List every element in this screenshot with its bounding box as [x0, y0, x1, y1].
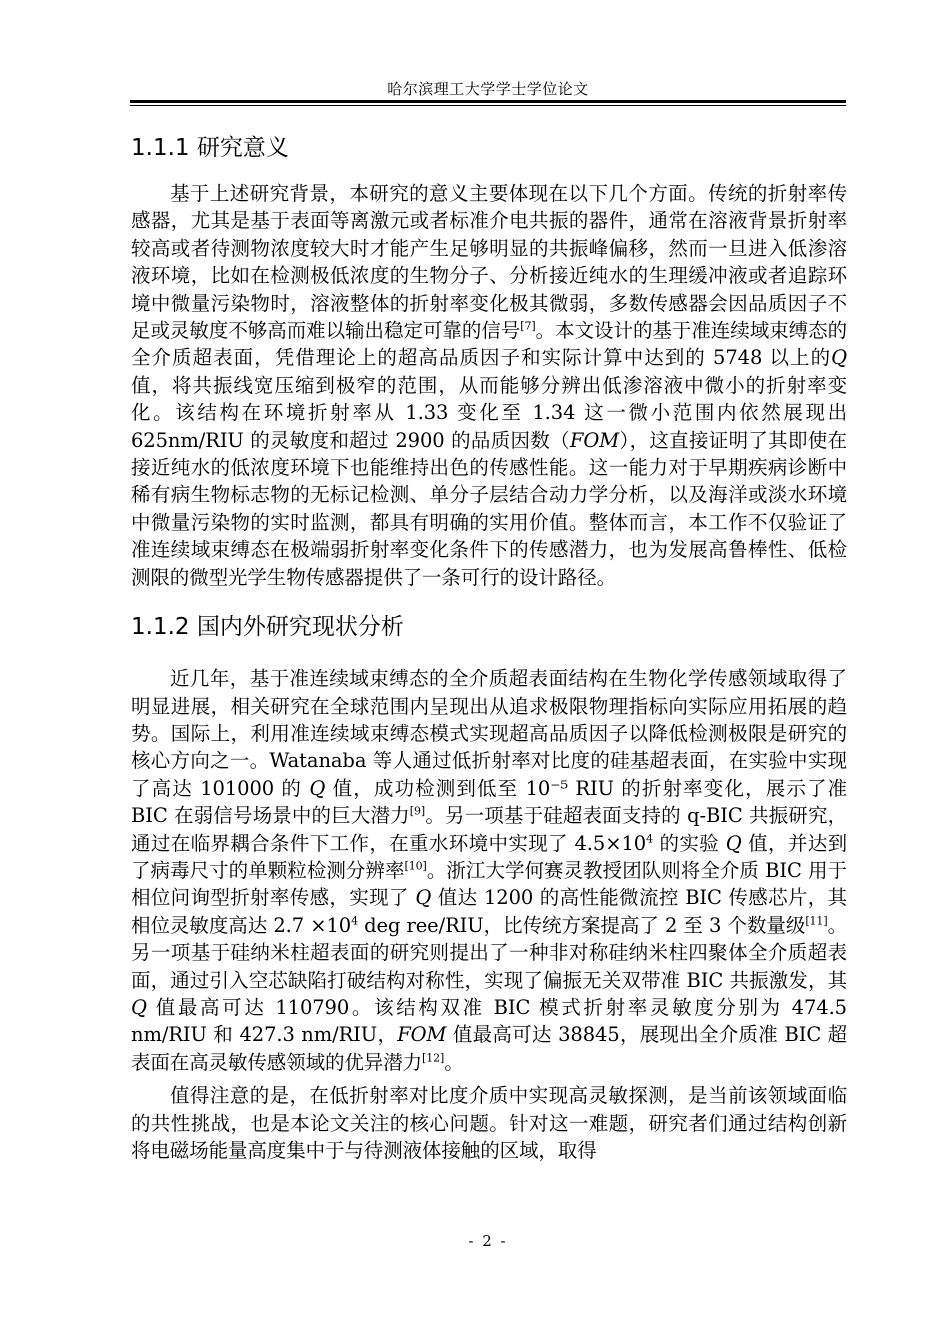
- text-run: 的实验: [652, 831, 726, 855]
- superscript: [9]: [409, 804, 426, 818]
- superscript: [7]: [520, 319, 536, 333]
- text-run: 。另一项基于硅纳米柱超表面的研究则提出了一种非对称硅纳米柱四聚体全介质超表面，通过引入空芯缺陷打破结构对称性，实现了偏振无关双带准 BIC 共振激发，其: [131, 913, 847, 992]
- text-run: 。浙江大学何赛灵教授团队则将全介质 BIC 用于相位问询型折射率传感，实现了: [131, 858, 848, 910]
- section-heading-1-1-2: 1.1.2 国内外研究现状分析: [131, 614, 404, 641]
- text-run: 。: [444, 1050, 464, 1074]
- page-body: [131, 128, 847, 1164]
- text-run: deg ree/RIU，比传统方案提高了 2 至 3 个数量级: [358, 913, 806, 937]
- text-run: 基于上述研究背景，本研究的意义主要体现在以下几个方面。传统的折射率传感器，尤其是基于表面等离激元或者标准介电共振的器件，通常在溶液背景折射率较高或者待测物浓度较大时才能产生足够明显的共振峰偏移，然而一旦进入低渗溶液环境，比如在检测极低浓度的生物分子、分析接近纯水的生理缓冲液或者追踪环境中微量污染物时，溶液整体的折射率变化极其微弱，多数传感器会因品质因子不足或灵敏度不够高而难以输出稳定可靠的信号: [131, 182, 847, 343]
- text-run: 。另一项基于硅超表面支持的 q-BIC 共振研究，通过在临界耦合条件下工作，在重水环境中实现了 4.5×10: [131, 804, 847, 855]
- section-1-1-1-body: [131, 180, 847, 591]
- text-run: 值最高可达 110790。该结构双准 BIC 模式折射率灵敏度分别为 474.5 nm/RIU 和 427.3 nm/RIU，: [131, 995, 847, 1047]
- italic-symbol: Q: [725, 831, 742, 855]
- text-run: 值得注意的是，在低折射率对比度介质中实现高灵敏探测，是当前该领域面临的共性挑战，也是本论文关注的核心问题。针对这一难题，研究者们通过结构创新将电磁场能量高度集中于与待测液体接触的区域，取得: [131, 1084, 847, 1162]
- paragraph: [131, 665, 847, 1076]
- text-run: 值，并达到了病毒尺寸的单颗粒检测分辨率: [131, 831, 847, 882]
- text-run: 值，将共振线宽压缩到极窄的范围，从而能够分辨出低渗溶液中微小的折射率变化。该结构在环境折射率从 1.33 变化至 1.34 这一微小范围内依然展现出 625nm/RIU 的灵敏度和超过 2900 的品质因数（: [131, 373, 847, 452]
- italic-symbol: Q: [831, 346, 847, 370]
- paragraph: [131, 180, 847, 591]
- header-rule-thin: [130, 105, 846, 106]
- italic-symbol: FOM: [397, 1023, 447, 1047]
- section-heading-1-1-1: 1.1.1 研究意义: [131, 135, 289, 161]
- section-1-1-2-body: [131, 665, 847, 1164]
- text-run: 值最高可达 38845，展现出全介质准 BIC 超表面在高灵敏传感领域的优异潜力: [131, 1023, 847, 1074]
- italic-symbol: FOM: [569, 428, 620, 452]
- superscript: [10]: [404, 859, 427, 873]
- superscript: 4: [351, 914, 358, 928]
- text-run: ），这直接证明了其即使在接近纯水的低浓度环境下也能维持出色的传感性能。这一能力对于早期疾病诊断中稀有病生物标志物的无标记检测、单分子层结合动力学分析，以及海洋或淡水环境中微量污染物的实时监测，都具有明确的实用价值。整体而言，本工作不仅验证了准连续域束缚态在极端弱折射率变化条件下的传感潜力，也为发展高鲁棒性、低检测限的微型光学生物传感器提供了一条可行的设计路径。: [131, 428, 847, 589]
- italic-symbol: Q: [131, 995, 147, 1019]
- superscript: 4: [646, 832, 653, 846]
- italic-symbol: Q: [415, 886, 432, 910]
- running-header: 哈尔滨理工大学学士学位论文: [387, 80, 589, 98]
- page-number: - 2 -: [468, 1232, 508, 1250]
- superscript: [12]: [422, 1051, 445, 1065]
- text-run: 值，成功检测到低至 10⁻⁵ RIU 的折射率变化，展示了准 BIC 在弱信号场景中的巨大潜力: [131, 776, 847, 828]
- text-run: 值达 1200 的高性能微流控 BIC 传感芯片，其相位灵敏度高达 2.7 ×10: [131, 886, 848, 937]
- italic-symbol: Q: [309, 776, 326, 800]
- text-run: 。本文设计的基于准连续域束缚态的全介质超表面，凭借理论上的超高品质因子和实际计算中达到的 5748 以上的: [131, 319, 847, 370]
- text-run: 近几年，基于准连续域束缚态的全介质超表面结构在生物化学传感领域取得了明显进展，相关研究在全球范围内呈现出从追求极限物理指标向实际应用拓展的趋势。国际上，利用准连续域束缚态模式实现超高品质因子以降低检测极限是研究的核心方向之一。Watanaba 等人通过低折射率对比度的硅基超表面，在实验中实现了高达 101000 的: [131, 667, 847, 800]
- superscript: [11]: [805, 914, 828, 928]
- paragraph: [131, 1082, 847, 1164]
- header-rule-thick: [130, 100, 846, 103]
